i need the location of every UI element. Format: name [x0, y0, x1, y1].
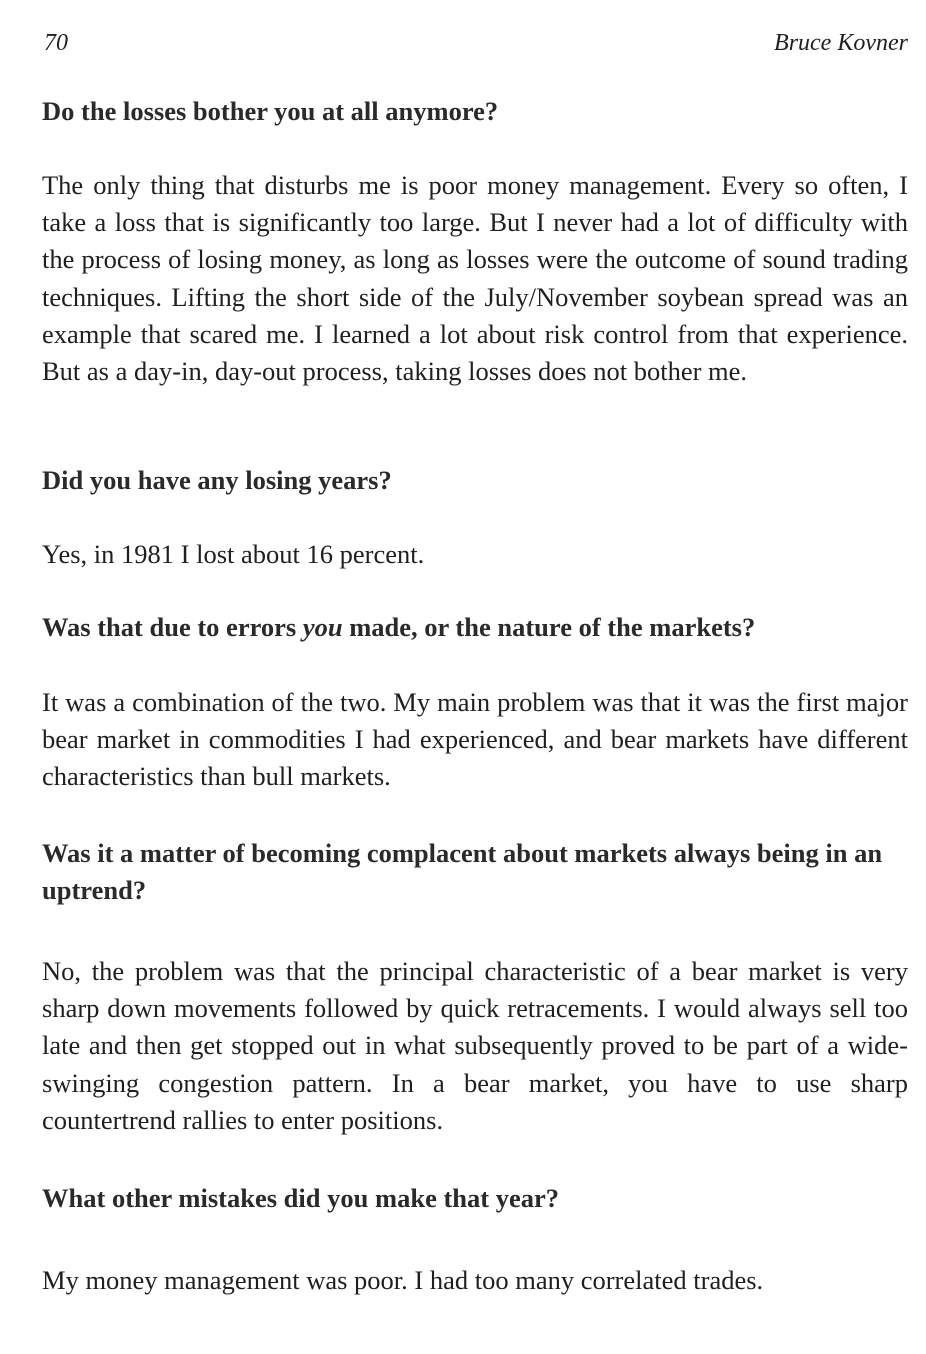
question-complacent: Was it a matter of becoming complacent about markets always being in an uptrend?: [42, 838, 883, 906]
question-emphasis: you: [302, 612, 343, 642]
page-number: 70: [44, 30, 68, 56]
running-head: Bruce Kovner: [774, 30, 908, 56]
question-errors-or-markets: [42, 609, 908, 646]
answer-losses-bother: The only thing that disturbs me is poor money management. Every so often, I take a loss that is significantly too large. But I never had a lot of difficulty with the process of losing money, as long as losses were the outcome of sound trading techniques. Lifting the short side of the July/November soybean spread was an example that scared me. I learned a lot about risk control from that experience. But as a day-in, day-out process, taking losses does not bother me.: [42, 170, 908, 387]
question-other-mistakes: What other mistakes did you make that year?: [42, 1183, 559, 1213]
question-losses-bother: Do the losses bother you at all anymore?: [42, 96, 499, 126]
question-losing-years: Did you have any losing years?: [42, 465, 392, 495]
answer-complacent: No, the problem was that the principal characteristic of a bear market is very sharp down movements followed by quick retracements. I would always sell too late and then get stopped out in what subsequently proved to be part of a wide-swinging congestion pattern. In a bear market, you have to use sharp countertrend rallies to enter positions.: [42, 956, 908, 1135]
question-text-part: made, or the nature of the markets?: [342, 612, 756, 642]
answer-other-mistakes: My money management was poor. I had too many correlated trades.: [42, 1265, 764, 1295]
answer-errors-or-markets: It was a combination of the two. My main problem was that it was the first major bear market in commodities I had experienced, and bear markets have different characteristics than bull markets.: [42, 687, 908, 792]
answer-losing-years: Yes, in 1981 I lost about 16 percent.: [42, 539, 425, 569]
question-text-part: Was that due to errors: [42, 612, 303, 642]
page-header: [44, 30, 908, 62]
